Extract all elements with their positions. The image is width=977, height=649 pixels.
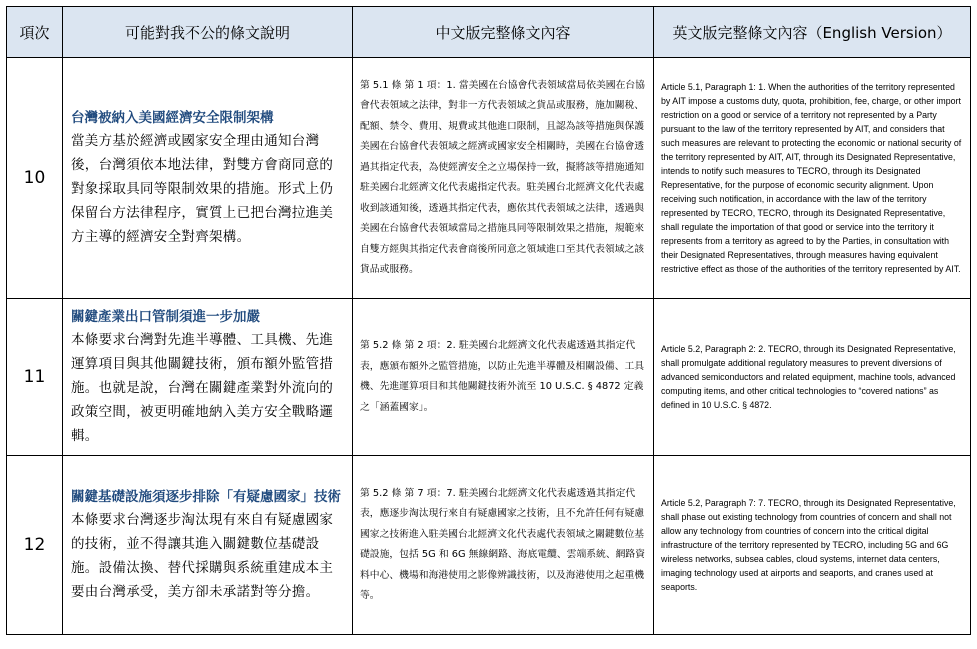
description-title: 台灣被納入美國經濟安全限制架構 [71,110,274,126]
description-body: 本條要求台灣逐步淘汰現有來自有疑慮國家的技術，並不得讓其進入關鍵數位基礎設施。設備汰換、替代採購與系統重建成本主要由台灣承受，美方卻未承諾對等分擔。 [71,512,334,600]
description-body: 當美方基於經濟或國家安全理由通知台灣後，台灣須依本地法律，對雙方會商同意的對象採取具同等限制效果的措施。形式上仍保留台方法律程序，實質上已把台灣拉進美方主導的經濟安全對齊架構。 [71,133,334,245]
english-text-cell [654,299,971,456]
english-text: Article 5.1, Paragraph 1: 1. When the authorities of the territory represented by AIT impose a customs duty, quota, prohibition, fee, charge, or other import restriction on a good or service of a territory not represented by a Party pursuant to the law of the territory represented by AIT, and considers that such measures are relevant to protecting the economic or national security of the territory represented by AIT, AIT, through its Designated Representative, intends to notify such measures to TECRO, through its Designated Representative, for the purpose of economic security alignment. Upon receiving such notification, in accordance with the law of the territory represented by TECRO, TECRO, through its Designated Representative, shall regulate the importation of that good or service into the territory it represents from a territory as agreed to by the Parties, in consultation with their Designated Representatives, through measures having equivalent restrictive effect as those of the authorities of the territory represented by AIT. [661,82,962,274]
table-row [7,299,971,456]
row-description [63,58,353,299]
description-title: 關鍵產業出口管制須進一步加嚴 [71,309,260,325]
chinese-text-cell [353,299,654,456]
chinese-text-cell [353,456,654,635]
description-title: 關鍵基礎設施須逐步排除「有疑慮國家」技術 [71,489,341,505]
row-number: 10 [7,58,63,299]
header-chinese-text: 中文版完整條文內容 [353,7,654,58]
header-row [7,7,971,58]
english-text: Article 5.2, Paragraph 2: 2. TECRO, through its Designated Representative, shall promulgate additional regulatory measures to prevent diversions of advanced semiconductors and related equipment, machine tools, advanced computing items, and other critical technologies to “covered nations” as defined in 10 U.S.C. § 4872. [661,344,956,410]
chinese-text-cell [353,58,654,299]
table-row [7,456,971,635]
row-number: 12 [7,456,63,635]
english-text: Article 5.2, Paragraph 7: 7. TECRO, through its Designated Representative, shall phase out existing technology from countries of concern and shall not allow any technology from countries of concern into the critical digital infrastructure of the territory represented by TECRO, including 5G and 6G wireless networks, subsea cables, cloud systems, internet data centers, imaging technology used at airports and seaports, and cranes used at seaports. [661,498,956,592]
chinese-text: 第 5.2 條 第 7 項：7. 駐美國台北經濟文化代表處透過其指定代表，應逐步淘汰現行來自有疑慮國家之技術，且不允許任何有疑慮國家之技術進入駐美國台北經濟文化代表處代表領域之關鍵數位基礎設施，包括 5G 和 6G 無線網路、海底電纜、雲端系統、網路資料中心、機場和海港使用之影像辨識技術，以及海港使用之起重機等。 [360,487,646,601]
description-body: 本條要求台灣對先進半導體、工具機、先進運算項目與其他關鍵技術，頒布額外監管措施。也就是說，台灣在關鍵產業對外流向的政策空間，被更明確地納入美方安全戰略邏輯。 [71,332,334,444]
chinese-text: 第 5.2 條 第 2 項：2. 駐美國台北經濟文化代表處透過其指定代表，應頒布額外之監管措施，以防止先進半導體及相關設備、工具機、先進運算項目和其他關鍵技術外流至 10 U.S.C. § 4872 定義之「涵蓋國家」。 [360,340,645,413]
header-description: 可能對我不公的條文說明 [63,7,353,58]
header-english-text: 英文版完整條文內容（English Version） [654,7,971,58]
provisions-table-wrapper [6,6,971,635]
english-text-cell [654,456,971,635]
provisions-table [6,6,971,635]
row-description [63,299,353,456]
row-description [63,456,353,635]
english-text-cell [654,58,971,299]
chinese-text: 第 5.1 條 第 1 項：1. 當美國在台協會代表領域當局依美國在台協會代表領域之法律，對非一方代表領域之貨品或服務，施加關稅、配額、禁令、費用、規費或其他進口限制，且認為該等措施與保護美國在台協會代表領域之經濟或國家安全相關時，美國在台協會透過其指定代表，為使經濟安全之立場保持一致，擬將該等措施通知駐美國台北經濟文化代表處指定代表。駐美國台北經濟文化代表處收到該通知後，透過其指定代表，應依其代表領域之法律，透過與美國在台協會代表領域當局之措施具同等限制效果之措施，規範來自雙方經與其指定代表會商後所同意之領域進口至其代表領域之該貨品或服務。 [360,79,645,275]
table-row [7,58,971,299]
header-no: 項次 [7,7,63,58]
row-number: 11 [7,299,63,456]
